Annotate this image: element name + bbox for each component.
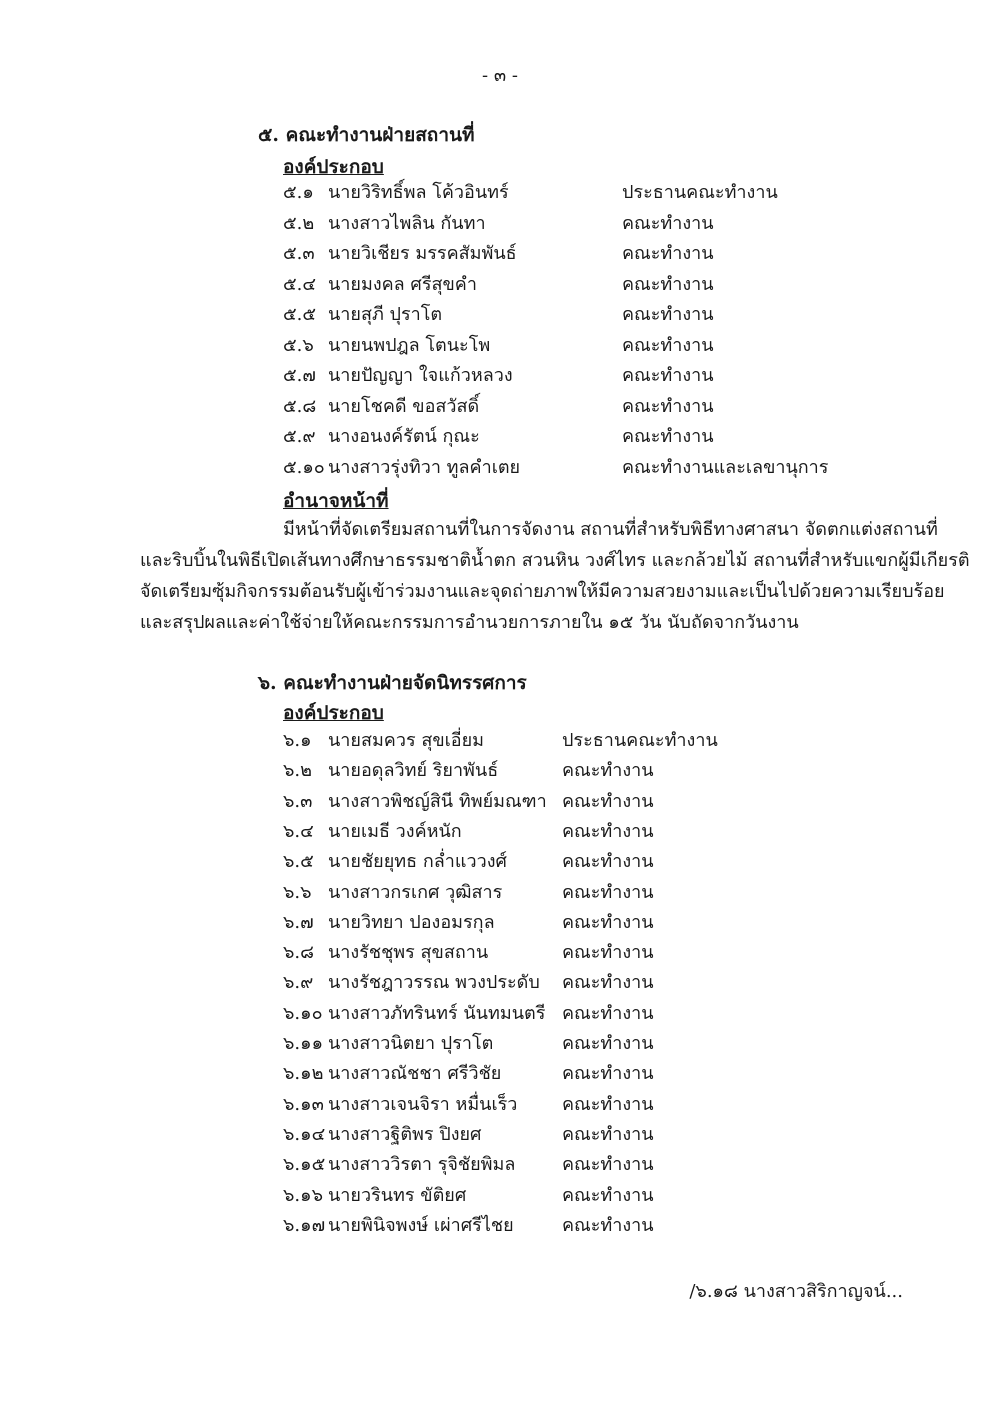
member-number: ๕.๘ bbox=[283, 395, 317, 417]
member-role: คณะทำงาน bbox=[622, 334, 714, 356]
member-name: นางสาวณัชชา ศรีวิชัย bbox=[328, 1063, 502, 1085]
member-row bbox=[0, 817, 1000, 847]
member-number: ๕.๓ bbox=[283, 243, 315, 264]
section-6-heading: ๖. คณะทำงานฝ่ายจัดนิทรรศการ bbox=[258, 672, 527, 694]
member-number: ๖.๑๒ bbox=[283, 1063, 324, 1085]
member-role: คณะทำงาน bbox=[562, 1033, 654, 1054]
section-5-duty-label: อำนาจหน้าที่ bbox=[283, 490, 389, 512]
member-role: คณะทำงาน bbox=[562, 1123, 654, 1145]
member-number: ๖.๔ bbox=[283, 820, 314, 842]
member-number: ๕.๔ bbox=[283, 273, 316, 295]
member-number: ๖.๗ bbox=[283, 911, 314, 933]
member-row bbox=[0, 726, 1000, 756]
member-role: คณะทำงาน bbox=[562, 1063, 654, 1085]
member-number: ๕.๒ bbox=[283, 212, 315, 234]
member-row bbox=[0, 1150, 1000, 1180]
member-name: นางรัชฎาวรรณ พวงประดับ bbox=[328, 972, 540, 994]
member-number: ๖.๑๔ bbox=[283, 1123, 326, 1145]
member-name: นางอนงค์รัตน์ กุณะ bbox=[328, 426, 480, 447]
member-role: คณะทำงาน bbox=[562, 911, 654, 933]
section-5-duty-paragraph bbox=[140, 514, 970, 638]
member-name: นางสาวพิชญ์สินี ทิพย์มณฑา bbox=[328, 790, 547, 812]
member-row bbox=[0, 999, 1000, 1029]
member-number: ๖.๘ bbox=[283, 942, 315, 964]
member-name: นายปัญญา ใจแก้วหลวง bbox=[328, 365, 513, 386]
member-row bbox=[0, 847, 1000, 877]
duty-line: และสรุปผลและค่าใช้จ่ายให้คณะกรรมการอำนวยการภายใน ๑๕ วัน นับถัดจากวันงาน bbox=[140, 612, 799, 633]
member-row bbox=[0, 239, 1000, 269]
member-number: ๖.๑๖ bbox=[283, 1184, 323, 1206]
member-name: นางสาวภัทรินทร์ นันทมนตรี bbox=[328, 1002, 546, 1024]
member-role: คณะทำงาน bbox=[562, 1214, 654, 1236]
member-number: ๖.๑๐ bbox=[283, 1002, 323, 1024]
member-role: คณะทำงาน bbox=[562, 1154, 654, 1176]
member-name: นางสาวกรเกศ วุฒิสาร bbox=[328, 881, 503, 903]
member-number: ๕.๖ bbox=[283, 334, 314, 356]
member-role: คณะทำงาน bbox=[562, 1184, 654, 1206]
member-role: ประธานคณะทำงาน bbox=[562, 730, 718, 751]
member-number: ๕.๗ bbox=[283, 365, 316, 386]
member-name: นายวิทยา ปองอมรกุล bbox=[328, 911, 495, 933]
member-row bbox=[0, 1059, 1000, 1089]
member-number: ๕.๙ bbox=[283, 426, 316, 447]
member-role: คณะทำงาน bbox=[562, 1002, 654, 1024]
section-5-composition-label: องค์ประกอบ bbox=[283, 156, 384, 178]
member-role: คณะทำงาน bbox=[622, 426, 714, 447]
member-row bbox=[0, 361, 1000, 391]
member-name: นายสุภี ปุราโต bbox=[328, 304, 443, 325]
member-role: คณะทำงาน bbox=[562, 881, 654, 903]
member-name: นายโชคดี ขอสวัสดิ์ bbox=[328, 395, 480, 417]
member-role: คณะทำงาน bbox=[562, 790, 654, 812]
member-role: คณะทำงาน bbox=[562, 1093, 654, 1115]
member-name: นายอดุลวิทย์ ริยาพันธ์ bbox=[328, 760, 499, 782]
member-row bbox=[0, 756, 1000, 786]
member-number: ๖.๑ bbox=[283, 730, 312, 751]
member-row bbox=[0, 331, 1000, 361]
member-name: นายวิเชียร มรรคสัมพันธ์ bbox=[328, 243, 517, 264]
member-number: ๖.๑๕ bbox=[283, 1154, 326, 1176]
member-number: ๖.๙ bbox=[283, 972, 314, 994]
member-row bbox=[0, 1090, 1000, 1120]
member-name: นายวรินทร ขัติยศ bbox=[328, 1184, 467, 1206]
member-name: นายสมควร สุขเอี่ยม bbox=[328, 730, 485, 751]
member-name: นายวิริทธิ์พล โค้วอินทร์ bbox=[328, 182, 509, 203]
member-row bbox=[0, 1211, 1000, 1241]
member-name: นางสาวรุ่งทิวา ทูลคำเตย bbox=[328, 456, 521, 478]
member-name: นายนพปฎล โตนะโพ bbox=[328, 334, 491, 356]
member-row bbox=[0, 270, 1000, 300]
member-name: นางสาวไพลิน กันทา bbox=[328, 212, 486, 234]
member-row bbox=[0, 178, 1000, 208]
member-row bbox=[0, 787, 1000, 817]
member-role: คณะทำงาน bbox=[562, 972, 654, 994]
member-number: ๖.๑๑ bbox=[283, 1033, 323, 1054]
member-role: คณะทำงาน bbox=[562, 942, 654, 964]
member-row bbox=[0, 968, 1000, 998]
member-row bbox=[0, 453, 1000, 483]
member-row bbox=[0, 422, 1000, 452]
member-number: ๕.๕ bbox=[283, 304, 316, 325]
member-name: นายเมธี วงค์หนัก bbox=[328, 820, 462, 842]
member-role: คณะทำงาน bbox=[622, 273, 714, 295]
member-number: ๖.๑๓ bbox=[283, 1093, 324, 1115]
member-name: นางสาววิรตา รุจิชัยพิมล bbox=[328, 1154, 516, 1176]
continuation-note: /๖.๑๘ นางสาวสิริกาญจน์... bbox=[689, 1281, 903, 1302]
member-role: คณะทำงาน bbox=[622, 212, 714, 234]
duty-line: จัดเตรียมซุ้มกิจกรรมต้อนรับผู้เข้าร่วมงานและจุดถ่ายภาพให้มีความสวยงามและเป็นไปด้วยความเรียบร้อย bbox=[140, 581, 945, 602]
member-number: ๕.๑ bbox=[283, 182, 314, 203]
section-5-heading: ๕. คณะทำงานฝ่ายสถานที่ bbox=[258, 124, 475, 146]
member-number: ๖.๕ bbox=[283, 851, 314, 873]
member-role: ประธานคณะทำงาน bbox=[622, 182, 778, 203]
member-number: ๖.๑๗ bbox=[283, 1214, 326, 1236]
member-number: ๖.๓ bbox=[283, 790, 313, 812]
member-role: คณะทำงาน bbox=[622, 304, 714, 325]
member-role: คณะทำงาน bbox=[622, 243, 714, 264]
section-6-composition-label: องค์ประกอบ bbox=[283, 702, 384, 724]
member-name: นางสาวนิตยา ปุราโต bbox=[328, 1033, 494, 1054]
duty-line: มีหน้าที่จัดเตรียมสถานที่ในการจัดงาน สถานที่สำหรับพิธีทางศาสนา จัดตกแต่งสถานที่ bbox=[283, 519, 938, 540]
member-role: คณะทำงาน bbox=[562, 760, 654, 782]
member-name: นายมงคล ศรีสุขคำ bbox=[328, 273, 477, 295]
member-row bbox=[0, 1120, 1000, 1150]
member-role: คณะทำงานและเลขานุการ bbox=[622, 456, 829, 478]
duty-line: และริบบิ้นในพิธีเปิดเส้นทางศึกษาธรรมชาติน้ำตก สวนหิน วงศ์ไทร และกล้วยไม้ สถานที่สำหรับแขกผู้มีเกียรติ bbox=[140, 550, 970, 571]
member-name: นางรัชชุพร สุขสถาน bbox=[328, 942, 489, 964]
member-row bbox=[0, 300, 1000, 330]
member-role: คณะทำงาน bbox=[622, 395, 714, 417]
member-row bbox=[0, 938, 1000, 968]
member-row bbox=[0, 878, 1000, 908]
member-role: คณะทำงาน bbox=[562, 820, 654, 842]
member-name: นายชัยยุทธ กล่ำแววงศ์ bbox=[328, 851, 507, 873]
member-name: นางสาวฐิติพร ปิงยศ bbox=[328, 1123, 482, 1145]
member-row bbox=[0, 908, 1000, 938]
member-number: ๖.๖ bbox=[283, 881, 312, 903]
member-row bbox=[0, 1029, 1000, 1059]
member-number: ๕.๑๐ bbox=[283, 456, 325, 478]
member-name: นางสาวเจนจิรา หมื่นเร็ว bbox=[328, 1093, 518, 1115]
member-role: คณะทำงาน bbox=[562, 851, 654, 873]
page-number: - ๓ - bbox=[482, 65, 518, 86]
member-row bbox=[0, 1181, 1000, 1211]
member-number: ๖.๒ bbox=[283, 760, 313, 782]
member-row bbox=[0, 392, 1000, 422]
member-role: คณะทำงาน bbox=[622, 365, 714, 386]
member-name: นายพินิจพงษ์ เผ่าศรีไชย bbox=[328, 1214, 514, 1236]
member-row bbox=[0, 209, 1000, 239]
